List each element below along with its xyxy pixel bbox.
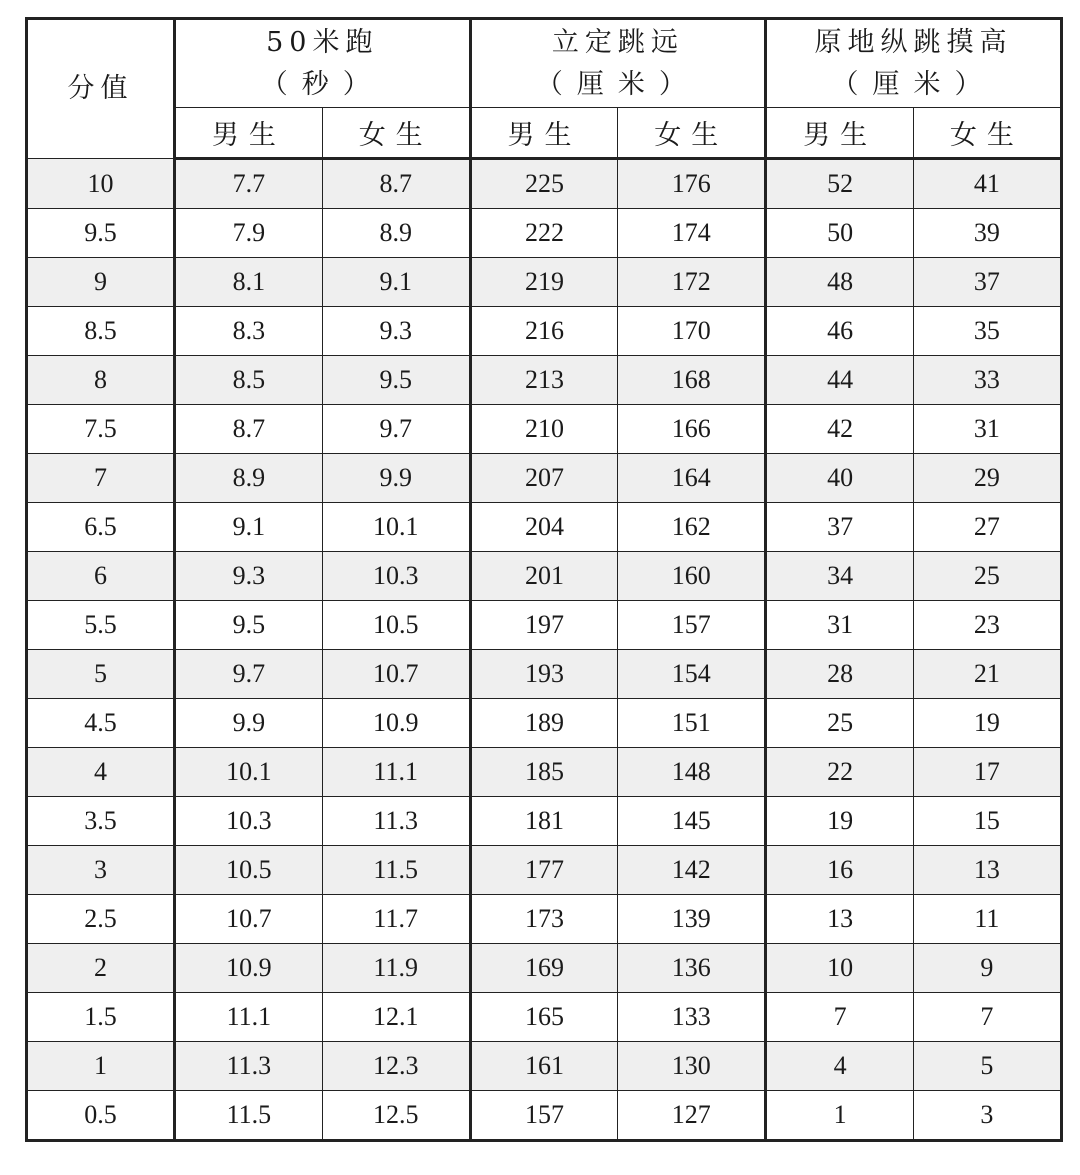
run-50m-male-cell: 9.3 [175,552,323,601]
run-50m-male-cell: 11.3 [175,1042,323,1091]
subheader-male: 男生 [175,108,323,159]
run-50m-female-cell: 9.7 [322,405,470,454]
table-row [27,601,1062,650]
run-50m-female-cell: 8.9 [322,209,470,258]
reach-female-cell: 11 [913,895,1061,944]
reach-male-cell: 22 [766,748,914,797]
long-jump-male-cell: 165 [470,993,618,1042]
reach-male-cell: 19 [766,797,914,846]
reach-male-cell: 44 [766,356,914,405]
long-jump-male-cell: 207 [470,454,618,503]
long-jump-female-cell: 145 [618,797,766,846]
run-50m-male-cell: 9.9 [175,699,323,748]
reach-male-cell: 10 [766,944,914,993]
reach-female-cell: 3 [913,1091,1061,1141]
run-50m-male-cell: 10.1 [175,748,323,797]
reach-female-cell: 27 [913,503,1061,552]
run-50m-male-cell: 11.1 [175,993,323,1042]
long-jump-male-cell: 177 [470,846,618,895]
reach-male-cell: 25 [766,699,914,748]
long-jump-male-cell: 204 [470,503,618,552]
score-table-container [25,17,1060,1142]
reach-female-cell: 29 [913,454,1061,503]
reach-male-cell: 50 [766,209,914,258]
run-50m-male-cell: 7.9 [175,209,323,258]
table-row [27,307,1062,356]
score-cell: 3 [27,846,175,895]
reach-female-cell: 9 [913,944,1061,993]
header-row-gender [27,108,1062,159]
table-row [27,797,1062,846]
score-cell: 10 [27,159,175,209]
run-50m-male-cell: 8.1 [175,258,323,307]
score-cell: 7 [27,454,175,503]
reach-female-cell: 17 [913,748,1061,797]
score-cell: 8 [27,356,175,405]
score-cell: 0.5 [27,1091,175,1141]
subheader-male: 男生 [766,108,914,159]
run-50m-female-cell: 11.9 [322,944,470,993]
run-50m-male-cell: 11.5 [175,1091,323,1141]
run-50m-female-cell: 9.3 [322,307,470,356]
run-50m-male-cell: 9.7 [175,650,323,699]
score-cell: 1.5 [27,993,175,1042]
long-jump-female-cell: 176 [618,159,766,209]
subheader-female: 女生 [322,108,470,159]
table-row [27,209,1062,258]
reach-female-cell: 31 [913,405,1061,454]
long-jump-male-cell: 193 [470,650,618,699]
reach-female-cell: 35 [913,307,1061,356]
table-row [27,944,1062,993]
reach-male-cell: 7 [766,993,914,1042]
run-50m-female-cell: 11.3 [322,797,470,846]
score-cell: 1 [27,1042,175,1091]
reach-female-cell: 15 [913,797,1061,846]
score-cell: 3.5 [27,797,175,846]
long-jump-male-cell: 222 [470,209,618,258]
reach-female-cell: 37 [913,258,1061,307]
reach-female-cell: 13 [913,846,1061,895]
long-jump-male-cell: 185 [470,748,618,797]
run-50m-male-cell: 10.9 [175,944,323,993]
long-jump-male-cell: 197 [470,601,618,650]
run-50m-male-cell: 8.5 [175,356,323,405]
run-50m-female-cell: 11.1 [322,748,470,797]
long-jump-female-cell: 170 [618,307,766,356]
long-jump-female-cell: 139 [618,895,766,944]
run-50m-female-cell: 10.9 [322,699,470,748]
long-jump-male-cell: 219 [470,258,618,307]
table-row [27,503,1062,552]
score-cell: 5.5 [27,601,175,650]
group-title: 原地纵跳摸高 [814,26,1013,58]
long-jump-male-cell: 173 [470,895,618,944]
long-jump-female-cell: 148 [618,748,766,797]
reach-male-cell: 13 [766,895,914,944]
run-50m-female-cell: 9.9 [322,454,470,503]
group-unit: （秒） [260,68,384,100]
run-50m-female-cell: 11.7 [322,895,470,944]
long-jump-male-cell: 189 [470,699,618,748]
group-header-standing-long-jump [470,19,766,108]
reach-male-cell: 52 [766,159,914,209]
group-unit: （厘米） [831,68,996,100]
group-title: 立定跳远 [551,26,684,58]
long-jump-male-cell: 213 [470,356,618,405]
long-jump-female-cell: 162 [618,503,766,552]
group-title: 50米跑 [266,26,379,58]
long-jump-male-cell: 225 [470,159,618,209]
score-table [25,17,1063,1142]
long-jump-male-cell: 181 [470,797,618,846]
reach-male-cell: 4 [766,1042,914,1091]
reach-male-cell: 48 [766,258,914,307]
run-50m-male-cell: 9.1 [175,503,323,552]
long-jump-male-cell: 161 [470,1042,618,1091]
table-row [27,258,1062,307]
run-50m-male-cell: 8.3 [175,307,323,356]
run-50m-male-cell: 10.3 [175,797,323,846]
table-body [27,159,1062,1141]
run-50m-female-cell: 11.5 [322,846,470,895]
run-50m-male-cell: 10.5 [175,846,323,895]
score-cell: 7.5 [27,405,175,454]
reach-female-cell: 23 [913,601,1061,650]
reach-male-cell: 16 [766,846,914,895]
score-column-header: 分值 [27,19,175,159]
run-50m-female-cell: 12.1 [322,993,470,1042]
table-row [27,895,1062,944]
table-row [27,846,1062,895]
score-cell: 2.5 [27,895,175,944]
table-row [27,159,1062,209]
reach-male-cell: 37 [766,503,914,552]
table-row [27,1042,1062,1091]
score-cell: 9.5 [27,209,175,258]
run-50m-female-cell: 10.5 [322,601,470,650]
reach-female-cell: 21 [913,650,1061,699]
reach-male-cell: 46 [766,307,914,356]
long-jump-female-cell: 164 [618,454,766,503]
reach-female-cell: 7 [913,993,1061,1042]
run-50m-male-cell: 10.7 [175,895,323,944]
reach-female-cell: 33 [913,356,1061,405]
run-50m-female-cell: 10.3 [322,552,470,601]
score-cell: 2 [27,944,175,993]
run-50m-male-cell: 7.7 [175,159,323,209]
score-cell: 6 [27,552,175,601]
long-jump-female-cell: 142 [618,846,766,895]
reach-male-cell: 34 [766,552,914,601]
score-cell: 4.5 [27,699,175,748]
table-row [27,454,1062,503]
long-jump-male-cell: 157 [470,1091,618,1141]
header-row-groups [27,19,1062,108]
score-cell: 9 [27,258,175,307]
long-jump-female-cell: 151 [618,699,766,748]
reach-female-cell: 5 [913,1042,1061,1091]
long-jump-female-cell: 157 [618,601,766,650]
long-jump-female-cell: 160 [618,552,766,601]
run-50m-male-cell: 9.5 [175,601,323,650]
table-row [27,1091,1062,1141]
long-jump-female-cell: 174 [618,209,766,258]
long-jump-female-cell: 127 [618,1091,766,1141]
run-50m-male-cell: 8.9 [175,454,323,503]
subheader-female: 女生 [913,108,1061,159]
long-jump-male-cell: 201 [470,552,618,601]
reach-male-cell: 1 [766,1091,914,1141]
score-cell: 8.5 [27,307,175,356]
subheader-female: 女生 [618,108,766,159]
run-50m-female-cell: 8.7 [322,159,470,209]
score-cell: 5 [27,650,175,699]
long-jump-female-cell: 172 [618,258,766,307]
subheader-male: 男生 [470,108,618,159]
long-jump-female-cell: 166 [618,405,766,454]
group-header-50m-run [175,19,471,108]
reach-male-cell: 40 [766,454,914,503]
table-row [27,552,1062,601]
long-jump-male-cell: 210 [470,405,618,454]
reach-male-cell: 31 [766,601,914,650]
run-50m-female-cell: 12.5 [322,1091,470,1141]
long-jump-female-cell: 168 [618,356,766,405]
reach-female-cell: 39 [913,209,1061,258]
long-jump-male-cell: 216 [470,307,618,356]
run-50m-male-cell: 8.7 [175,405,323,454]
long-jump-female-cell: 130 [618,1042,766,1091]
reach-female-cell: 25 [913,552,1061,601]
run-50m-female-cell: 10.1 [322,503,470,552]
reach-female-cell: 19 [913,699,1061,748]
group-header-vertical-jump-reach [766,19,1062,108]
run-50m-female-cell: 9.5 [322,356,470,405]
table-row [27,748,1062,797]
table-row [27,699,1062,748]
score-cell: 4 [27,748,175,797]
table-row [27,405,1062,454]
reach-male-cell: 28 [766,650,914,699]
long-jump-female-cell: 133 [618,993,766,1042]
run-50m-female-cell: 12.3 [322,1042,470,1091]
table-row [27,356,1062,405]
score-cell: 6.5 [27,503,175,552]
group-unit: （厘米） [535,68,700,100]
table-row [27,993,1062,1042]
reach-female-cell: 41 [913,159,1061,209]
long-jump-female-cell: 154 [618,650,766,699]
table-row [27,650,1062,699]
long-jump-female-cell: 136 [618,944,766,993]
run-50m-female-cell: 9.1 [322,258,470,307]
long-jump-male-cell: 169 [470,944,618,993]
run-50m-female-cell: 10.7 [322,650,470,699]
reach-male-cell: 42 [766,405,914,454]
